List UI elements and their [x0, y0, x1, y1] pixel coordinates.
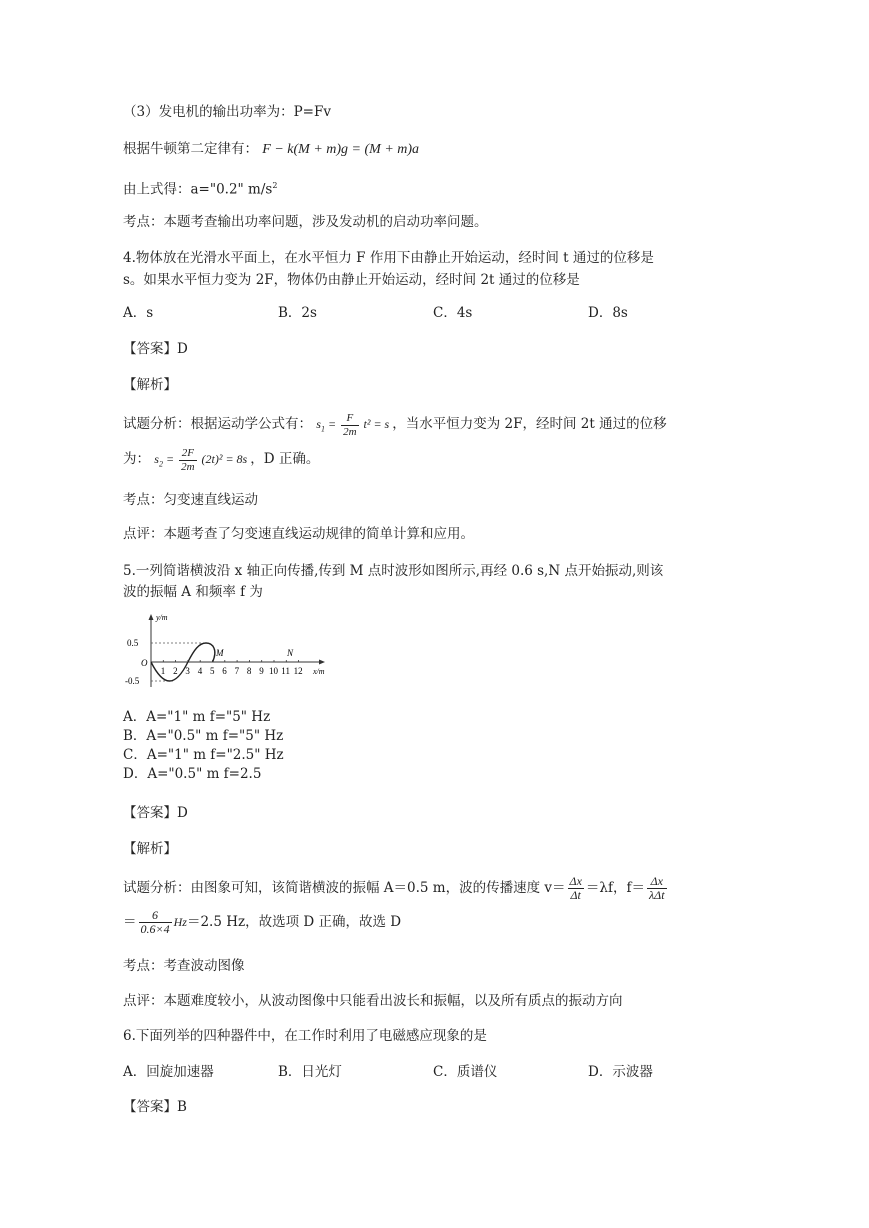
x-tick-label: 4: [197, 666, 203, 676]
x-tick-label: 5: [210, 666, 215, 676]
q5-frac1-den: Δt: [570, 888, 581, 902]
q4-solution1-suffix: ，当水平恒力变为 2F，经时间 2t 通过的位移: [392, 416, 667, 432]
q4-stem-line2: s。如果水平恒力变为 2F，物体仍由静止开始运动，经时间 2t 通过的位移是: [123, 272, 580, 288]
q5-answer: 【答案】D: [123, 805, 188, 821]
q6-option-a: A．回旋加速器: [123, 1064, 214, 1080]
q5-option-a: A．A="1" m f="5" Hz: [123, 709, 271, 725]
q5-solution-line1: [123, 874, 669, 902]
q5-frac1-num: Δx: [569, 874, 582, 888]
q3-newton-formula: F − k(M + m)g = (M + m)a: [262, 142, 420, 157]
origin-label: O: [141, 658, 148, 668]
q4-option-a: A．s: [123, 305, 154, 321]
q6-option-c: C．质谱仪: [433, 1064, 498, 1080]
x-tick-label: 1: [160, 666, 166, 676]
q6-stem: 6.下面列举的四种器件中，在工作时利用了电磁感应现象的是: [123, 1028, 487, 1044]
q4-analysis-heading: 【解析】: [123, 377, 177, 393]
wave-figure: [123, 612, 335, 694]
q3-result-text: 由上式得：a="0.2" m/s: [123, 181, 273, 198]
y-tick-0.5: 0.5: [127, 638, 139, 648]
q4-solution2-formula: $s_2$ = $\frac{2F}{2m}$ (2t)² = 8s: [154, 446, 248, 473]
y-axis-arrow: [149, 614, 154, 620]
q5-stem-line2: 波的振幅 A 和频率 f 为: [123, 584, 263, 600]
q5-solution-line2: [123, 908, 401, 936]
q5-frac2-den: λΔt: [648, 888, 665, 902]
x-tick-label: 2: [173, 666, 178, 676]
q4-s1-frac-den: 2m: [343, 425, 357, 438]
q4-s1-rhs: t² = s: [363, 417, 390, 431]
q6-answer: 【答案】B: [123, 1099, 187, 1115]
q5-frac3-den: 0.6×4: [140, 922, 170, 936]
q4-solution2-suffix: ，D 正确。: [250, 451, 320, 467]
q4-s2-subscript: 2: [158, 459, 163, 469]
q4-s1-subscript: 1: [320, 424, 325, 434]
q3-kaodian: 考点：本题考查输出功率问题，涉及发动机的启动功率问题。: [123, 214, 488, 230]
q3-result-sup: 2: [272, 181, 278, 190]
q5-stem-line1: 5.一列简谐横波沿 x 轴正向传播,传到 M 点时波形如图所示,再经 0.6 s,N 点开始振动,则该: [123, 563, 664, 579]
q4-stem-line1: 4.物体放在光滑水平面上，在水平恒力 F 作用下由静止开始运动，经时间 t 通过的位移是: [123, 250, 654, 266]
q4-s2-frac-num: 2F: [179, 447, 196, 461]
x-tick-label: 6: [222, 666, 227, 676]
q4-solution1-prefix: 试题分析：根据运动学公式有：: [123, 416, 312, 432]
point-n-label: N: [287, 648, 294, 658]
q4-option-d: D．8s: [588, 305, 628, 321]
x-tick-label: 7: [234, 666, 240, 676]
q4-s1-fraction: [341, 412, 358, 439]
q4-s2-frac-den: 2m: [181, 460, 195, 473]
q5-solution2-prefix: ＝: [123, 914, 137, 930]
x-tick-label: 8: [246, 666, 252, 676]
x-tick-label: 12: [293, 666, 303, 676]
y-axis-label: y/m: [156, 613, 168, 622]
x-tick-label: 10: [269, 666, 278, 676]
q4-s2-symbol: s: [154, 452, 159, 466]
q5-option-c: C．A="1" m f="2.5" Hz: [123, 747, 284, 763]
q5-frac2-num: Δx: [647, 875, 667, 889]
q4-dianping: 点评：本题考查了匀变速直线运动规律的简单计算和应用。: [123, 526, 474, 542]
q4-answer: 【答案】D: [123, 341, 188, 357]
q4-kaodian: 考点：匀变速直线运动: [123, 492, 258, 508]
point-m-label: M: [216, 648, 224, 658]
q4-solution-line1: [123, 410, 667, 443]
q3-power-line: （3）发电机的输出功率为：P=Fv: [123, 104, 331, 120]
q4-s1-frac-num: F: [341, 412, 358, 426]
q5-option-d: D．A="0.5" m f=2.5: [123, 766, 262, 782]
q5-option-b: B．A="0.5" m f="5" Hz: [123, 728, 284, 744]
q5-analysis-heading: 【解析】: [123, 841, 177, 857]
q4-option-c: C．4s: [433, 305, 473, 321]
x-axis-arrow: [319, 660, 325, 665]
q4-s2-fraction: [179, 447, 196, 474]
x-axis-label: x/m: [313, 667, 325, 676]
q5-solution1-prefix: 试题分析：由图象可知，该简谐横波的振幅 A＝0.5 m，波的传播速度 v＝: [123, 880, 566, 896]
x-tick-label: 3: [185, 666, 190, 676]
q5-kaodian: 考点：考查波动图像: [123, 958, 245, 974]
q3-result-line: [123, 176, 277, 200]
q5-hz-unit: Hz: [173, 915, 187, 929]
x-tick-label: 9: [259, 666, 264, 676]
q4-s1-symbol: s: [316, 417, 321, 431]
q5-dianping: 点评：本题难度较小，从波动图像中只能看出波长和振幅，以及所有质点的振动方向: [123, 993, 623, 1009]
q3-newton-prefix: 根据牛顿第二定律有：: [123, 141, 258, 157]
q3-newton-line: [123, 139, 419, 160]
q4-s2-rhs: (2t)² = 8s: [201, 452, 248, 466]
x-tick-label: 11: [281, 666, 290, 676]
q5-solution2-suffix: ＝2.5 Hz，故选项 D 正确，故选 D: [186, 914, 402, 930]
q4-option-b: B．2s: [278, 305, 317, 321]
q6-option-b: B．日光灯: [278, 1064, 342, 1080]
q5-frac3-num: 6: [139, 909, 172, 923]
q4-solution-line2: [123, 445, 319, 478]
q5-frac-dx-ldt: [647, 875, 667, 902]
q5-frac-dx-dt: [568, 875, 584, 902]
q4-solution1-formula: $s_1$ = $\frac{F}{2m}$ t² = s: [316, 411, 390, 438]
q6-option-d: D．示波器: [588, 1064, 653, 1080]
y-tick-neg0.5: -0.5: [125, 676, 140, 686]
q4-solution2-prefix: 为：: [123, 451, 150, 467]
q5-frac-6-over: [139, 909, 172, 936]
q5-solution1-mid: ＝λf，f＝: [585, 880, 645, 896]
